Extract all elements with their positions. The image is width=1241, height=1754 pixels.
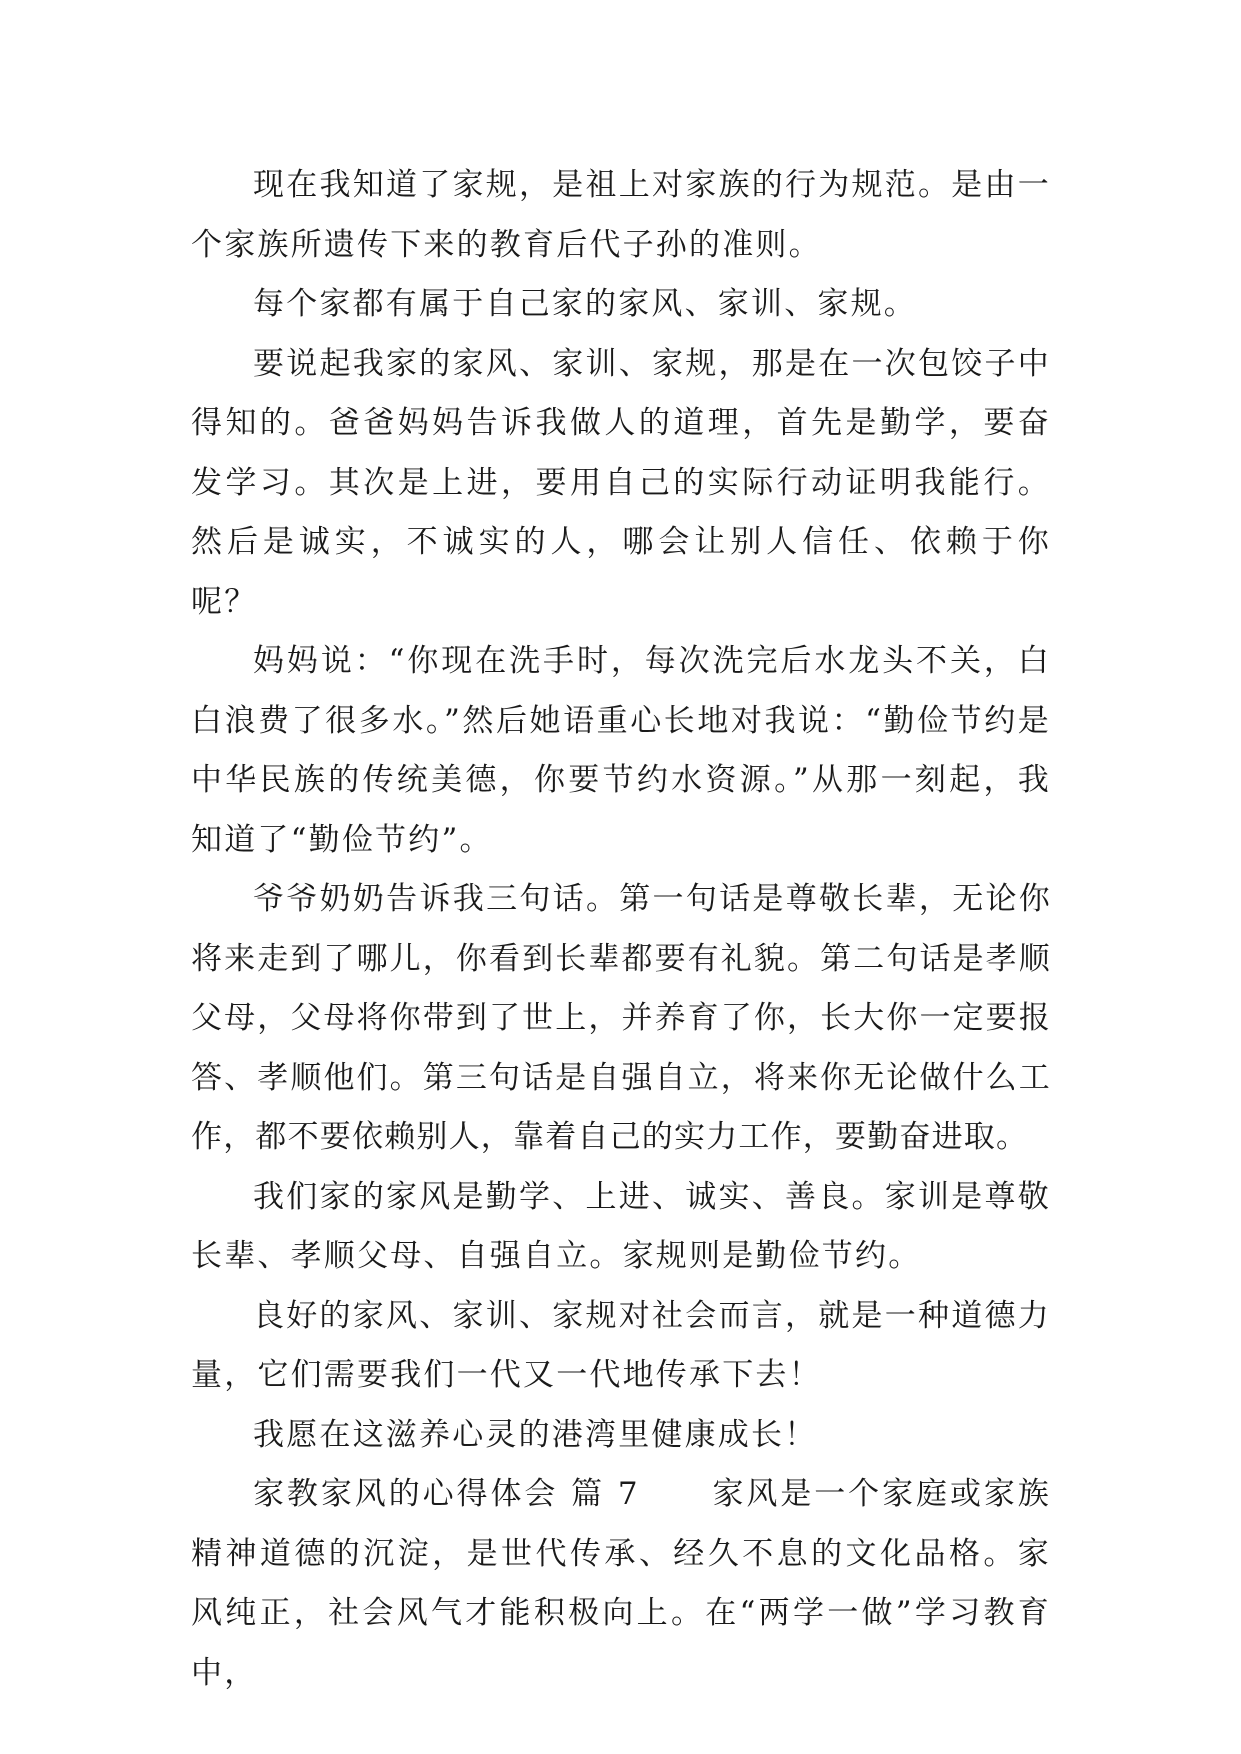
paragraph: 我们家的家风是勤学、上进、诚实、善良。家训是尊敬长辈、孝顺父母、自强自立。家规则是勤俭节约。 (191, 1178, 1051, 1274)
document-body (191, 156, 1051, 1703)
paragraph: 我愿在这滋养心灵的港湾里健康成长！ (253, 1416, 818, 1453)
paragraph: 要说起我家的家风、家训、家规，那是在一次包饺子中得知的。爸爸妈妈告诉我做人的道理，首先是勤学，要奋发学习。其次是上进，要用自己的实际行动证明我能行。然后是诚实，不诚实的人，哪会让别人信任、依赖于你呢？ (191, 345, 1051, 620)
paragraph: 每个家都有属于自己家的家风、家训、家规。 (253, 286, 917, 322)
paragraph: 妈妈说：“你现在洗手时，每次洗完后水龙头不关，白白浪费了很多水。”然后她语重心长地对我说：“勤俭节约是中华民族的传统美德，你要节约水资源。”从那一刻起，我知道了“勤俭节约”。 (191, 643, 1051, 858)
section-body: 家风是一个家庭或家族精神道德的沉淀，是世代传承、经久不息的文化品格。家风纯正，社会风气才能积极向上。在“两学一做”学习教育中， (191, 1476, 1052, 1691)
section-heading: 家教家风的心得体会 篇 7 (253, 1476, 640, 1512)
final-paragraph (191, 1465, 1051, 1703)
paragraph: 爷爷奶奶告诉我三句话。第一句话是尊敬长辈，无论你将来走到了哪儿，你看到长辈都要有礼貌。第二句话是孝顺父母，父母将你带到了世上，并养育了你，长大你一定要报答、孝顺他们。第三句话是自强自立，将来你无论做什么工作，都不要依赖别人，靠着自己的实力工作，要勤奋进取。 (191, 881, 1051, 1155)
paragraph: 良好的家风、家训、家规对社会而言，就是一种道德力量，它们需要我们一代又一代地传承下去！ (191, 1297, 1051, 1393)
paragraph: 现在我知道了家规，是祖上对家族的行为规范。是由一个家族所遗传下来的教育后代子孙的准则。 (191, 167, 1051, 263)
